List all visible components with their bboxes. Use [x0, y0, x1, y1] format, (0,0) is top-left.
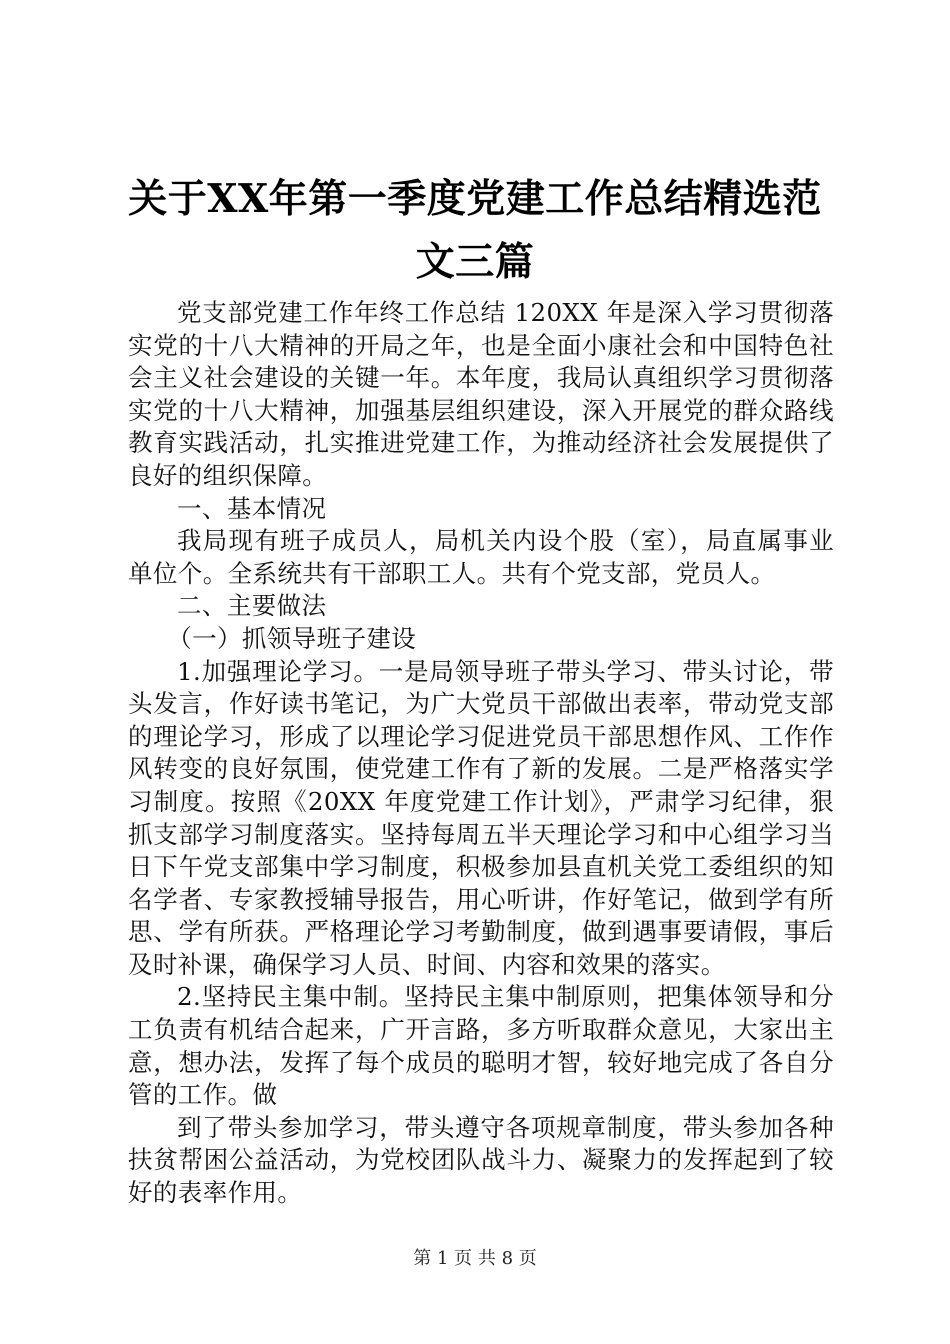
theory-study-paragraph: 1.加强理论学习。一是局领导班子带头学习、带头讨论，带头发言，作好读书笔记，为广大党员干部做出表率，带动党支部的理论学习，形成了以理论学习促进党员干部思想作风、工作作风转变的良好氛围，使党建工作有了新的发展。二是严格落实学习制度。按照《20XX 年度党建工作计划》，严肃学习纪律，狠抓支部学习制度落实。坚持每周五半天理论学习和中心组学习当日下午党支部集中学习制度，积极参加县直机关党工委组织的知名学者、专家教授辅导报告，用心听讲，作好笔记，做到学有所思、学有所获。严格理论学习考勤制度，做到遇事要请假，事后及时补课，确保学习人员、时间、内容和效果的落实。: [128, 656, 834, 979]
democratic-centralism-paragraph: 2.坚持民主集中制。坚持民主集中制原则，把集体领导和分工负责有机结合起来，广开言路，多方听取群众意见，大家出主意，想办法，发挥了每个成员的聪明才智，较好地完成了各自分管的工作。做: [128, 982, 834, 1110]
document-title: 关于XX年第一季度党建工作总结精选范文三篇: [128, 176, 822, 285]
section-heading-main-practices: 二、主要做法: [177, 591, 327, 621]
leading-example-paragraph: 到了带头参加学习，带头遵守各项规章制度，带头参加各种扶贫帮困公益活动，为党校团队战斗力、凝聚力的发挥起到了较好的表率作用。: [128, 1112, 834, 1208]
section-heading-basic-situation: 一、基本情况: [177, 493, 327, 523]
intro-paragraph: 党支部党建工作年终工作总结 120XX 年是深入学习贯彻落实党的十八大精神的开局之年，也是全面小康社会和中国特色社会主义社会建设的关键一年。本年度，我局认真组织学习贯彻落实党的十八大精神，加强基层组织建设，深入开展党的群众路线教育实践活动，扎实推进党建工作，为推动经济社会发展提供了良好的组织保障。: [128, 298, 834, 490]
basic-situation-paragraph: 我局现有班子成员人，局机关内设个股（室），局直属事业单位个。全系统共有干部职工人。共有个党支部，党员人。: [128, 526, 834, 588]
document-body: [128, 297, 834, 1210]
page-footer: 第 1 页 共 8 页: [413, 1248, 537, 1269]
subsection-heading-leadership: （一）抓领导班子建设: [167, 623, 417, 653]
